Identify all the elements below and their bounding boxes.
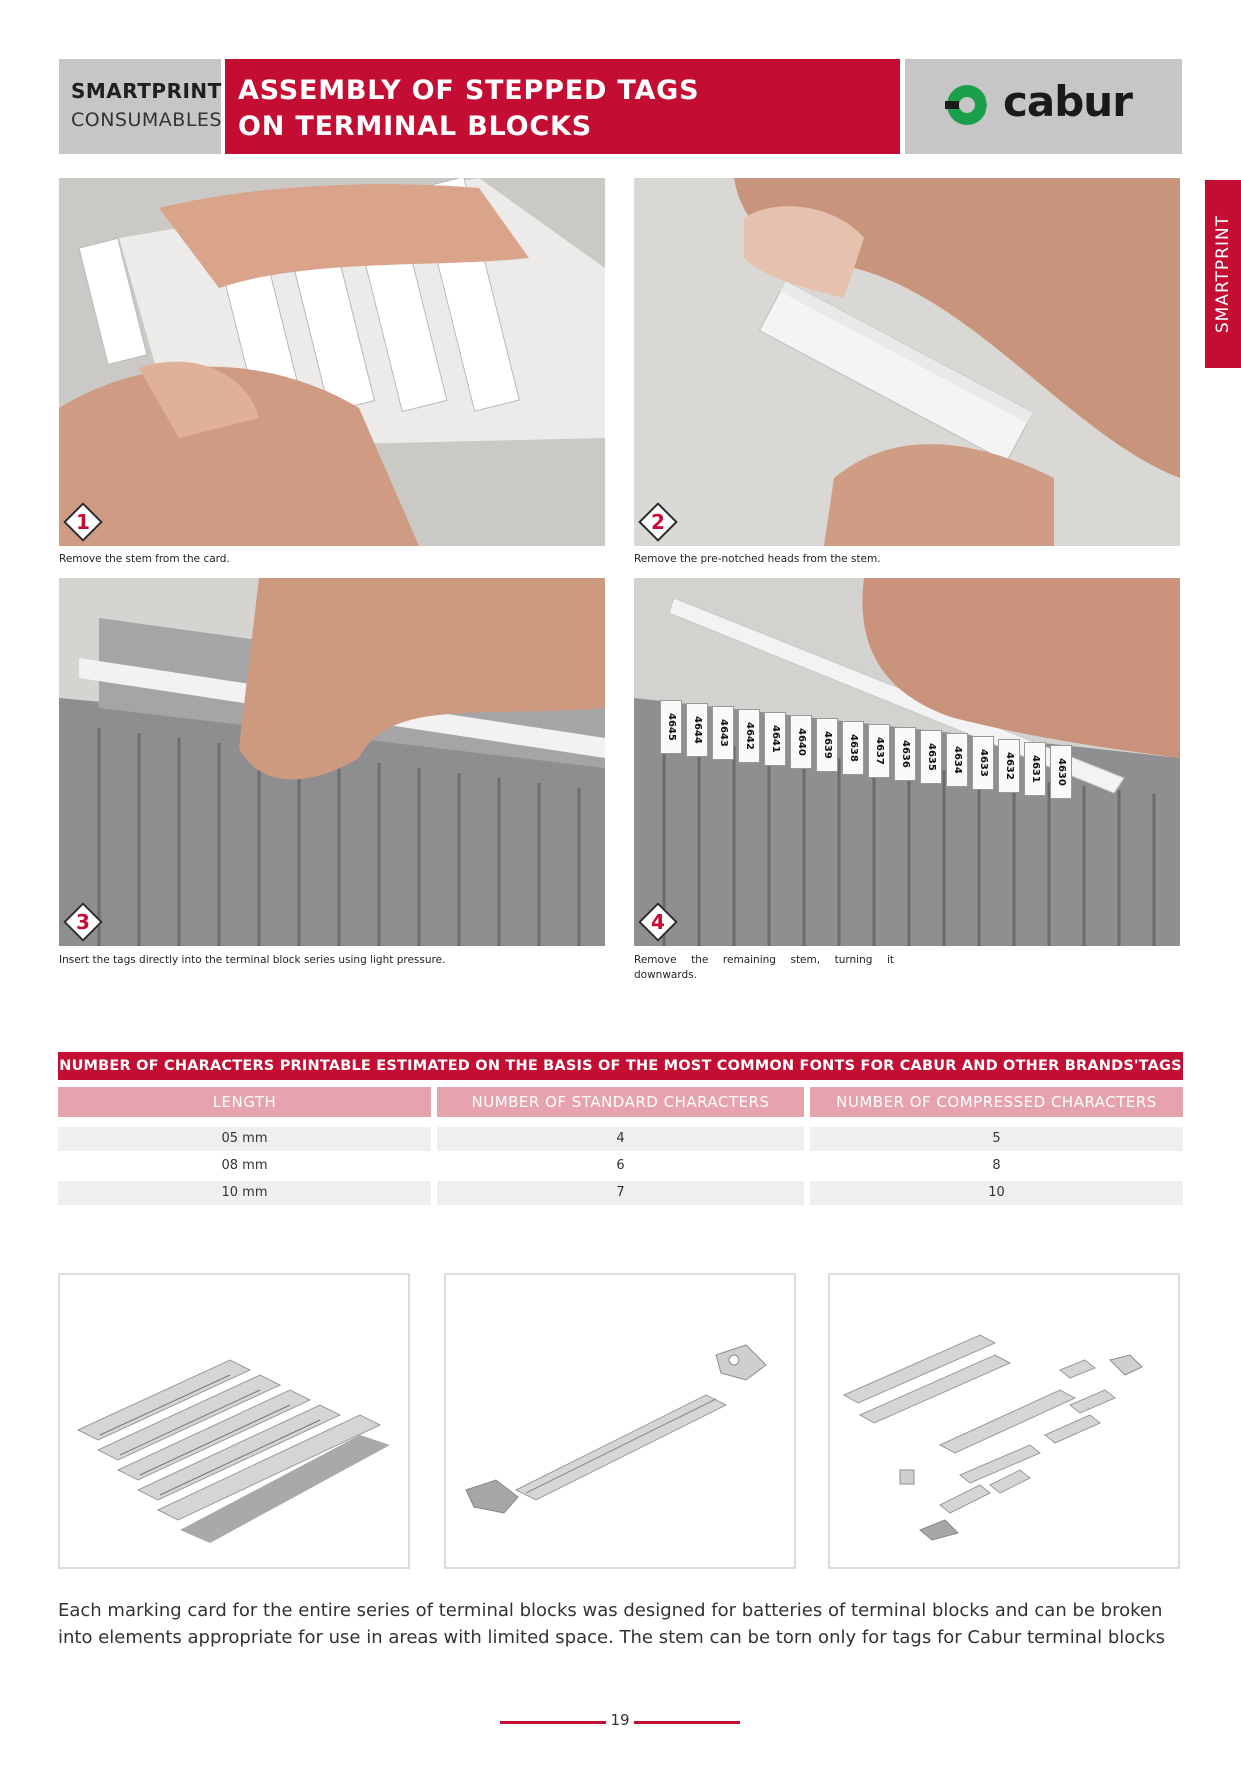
tag-label: 4632 <box>998 739 1020 793</box>
step-2-photo <box>634 178 1180 546</box>
tag-label: 4637 <box>868 724 890 778</box>
product-image-broken-elements <box>828 1273 1180 1569</box>
tag-label: 4636 <box>894 727 916 781</box>
tag-label: 4633 <box>972 736 994 790</box>
tag-label: 4645 <box>660 700 682 754</box>
tag-label: 4634 <box>946 733 968 787</box>
table-cell: 08 mm <box>221 1158 268 1173</box>
stem-icon <box>446 1275 794 1567</box>
broken-card-elements-icon <box>830 1275 1178 1567</box>
tag-label: 4640 <box>790 715 812 769</box>
table-title: NUMBER OF CHARACTERS PRINTABLE ESTIMATED ON THE BASIS OF THE MOST COMMON FONTS FOR CABUR AND OTHER BRANDS'TAGS <box>58 1052 1183 1080</box>
step-1-badge <box>63 502 103 542</box>
tag-label: 4635 <box>920 730 942 784</box>
step-4-number: 4 <box>651 910 665 934</box>
tag-label: 4642 <box>738 709 760 763</box>
step-3-photo <box>59 578 605 946</box>
table-cell: 10 <box>810 1181 1183 1205</box>
step-3-badge <box>63 902 103 942</box>
product-image-full-card <box>58 1273 410 1569</box>
table-cell: 7 <box>437 1181 804 1205</box>
tag-label: 4630 <box>1050 745 1072 799</box>
page-number: 19 <box>610 1711 630 1729</box>
cabur-logo <box>941 77 1151 131</box>
tag-label: 4639 <box>816 718 838 772</box>
table-header-compressed: NUMBER OF COMPRESSED CHARACTERS <box>810 1087 1183 1117</box>
header-section-box <box>59 59 221 154</box>
section-label: SMARTPRINT <box>71 79 222 103</box>
tag-label: 4638 <box>842 721 864 775</box>
logo-wordmark: cabur <box>1003 77 1132 126</box>
marking-card-icon <box>60 1275 408 1567</box>
product-image-stem <box>444 1273 796 1569</box>
step-3-illustration <box>59 578 605 946</box>
description-text: Each marking card for the entire series of terminal blocks was designed for batteries of terminal blocks and can be broken into elements appropriate for use in areas with limited space. The stem can be torn only for tags for Cabur terminal blocks <box>58 1600 1166 1648</box>
table-cell: 6 <box>616 1158 625 1173</box>
step-2-number: 2 <box>651 510 665 534</box>
footer-line-left <box>500 1721 606 1724</box>
cabur-logo-mark-icon <box>941 81 1001 131</box>
table-cell: 8 <box>992 1158 1001 1173</box>
step-3-caption: Insert the tags directly into the terminal block series using light pressure. <box>59 954 446 966</box>
step-2-caption: Remove the pre-notched heads from the stem. <box>634 553 881 565</box>
table-cell: 05 mm <box>58 1127 431 1151</box>
table-cell: 5 <box>810 1127 1183 1151</box>
step-1-illustration <box>59 178 605 546</box>
step-1-photo <box>59 178 605 546</box>
step-2-badge <box>638 502 678 542</box>
table-cell: 10 mm <box>58 1181 431 1205</box>
table-cell: 4 <box>437 1127 804 1151</box>
header-title-box <box>225 59 900 154</box>
step-3-number: 3 <box>76 910 90 934</box>
table-header-standard: NUMBER OF STANDARD CHARACTERS <box>437 1087 804 1117</box>
subsection-label: CONSUMABLES <box>71 109 222 131</box>
tag-label: 4641 <box>764 712 786 766</box>
side-tab <box>1205 180 1241 368</box>
tag-label: 4631 <box>1024 742 1046 796</box>
step-2-illustration <box>634 178 1180 546</box>
footer-line-right <box>634 1721 740 1724</box>
table-header-length: LENGTH <box>58 1087 431 1117</box>
step-1-number: 1 <box>76 510 90 534</box>
side-tab-label: SMARTPRINT <box>1213 214 1233 334</box>
tag-label: 4643 <box>712 706 734 760</box>
step-4-badge <box>638 902 678 942</box>
page-title: ASSEMBLY OF STEPPED TAGS ON TERMINAL BLOCKS <box>238 75 700 142</box>
step-1-caption: Remove the stem from the card. <box>59 553 230 565</box>
header-logo-box <box>905 59 1182 154</box>
tag-number-row <box>660 700 1080 786</box>
tag-label: 4644 <box>686 703 708 757</box>
step-4-caption: Remove the remaining stem, turning it downwards. <box>634 954 894 981</box>
